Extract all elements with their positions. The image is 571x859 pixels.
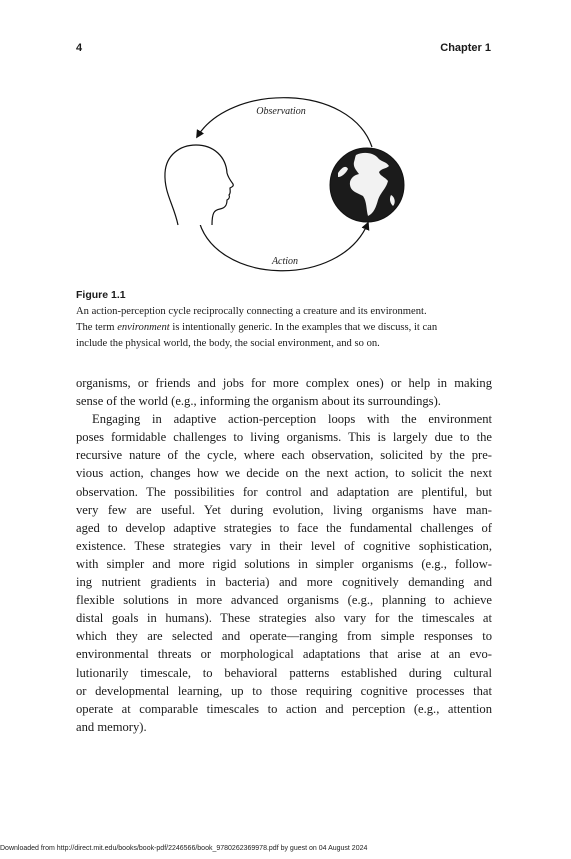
- human-head-silhouette-icon: [165, 145, 233, 225]
- earth-globe-icon: [330, 148, 404, 222]
- body-line: recursive nature of the cycle, where each observation, solicited by the pre-: [76, 448, 492, 463]
- body-line: lutionarily timescale, to behavioral patterns established during cultural: [76, 665, 492, 680]
- body-line: operate at comparable timescales to action and perception (e.g., attention: [76, 701, 492, 716]
- figure-svg: [150, 85, 420, 280]
- body-text: [76, 374, 492, 736]
- caption-line-rest: is intentionally generic. In the examples that we discuss, it can: [172, 322, 438, 333]
- body-line: or developmental learning, up to those requiring cognitive processes that: [76, 683, 492, 698]
- body-line: ing nutrient gradients in bacteria) and more cognitively demanding and: [76, 575, 492, 590]
- chapter-label: Chapter 1: [440, 42, 491, 54]
- body-line: organisms, or friends and jobs for more complex ones) or help in making: [76, 376, 492, 390]
- download-footer: Downloaded from http://direct.mit.edu/books/book-pdf/2246566/book_9780262369978.pdf by guest on 04 August 2024: [0, 845, 368, 852]
- body-line: Engaging in adaptive action-perception loops with the environment: [92, 412, 492, 427]
- caption-line: An action-perception cycle reciprocally connecting a creature and its environment.: [76, 306, 427, 317]
- caption-emphasis: environment: [117, 322, 170, 333]
- body-line: distal goals in humans). These strategies also vary for the timescales at: [76, 611, 492, 626]
- action-label: Action: [271, 256, 299, 267]
- body-line: sense of the world (e.g., informing the organism about its surroundings).: [76, 394, 441, 409]
- body-line: environmental threats or morphological adaptations that arise at an evo-: [76, 647, 492, 662]
- body-line: existence. These strategies vary in their level of cognitive sophistication,: [76, 538, 492, 553]
- body-line: and memory).: [76, 719, 147, 734]
- page-number: 4: [76, 42, 83, 54]
- body-line: which they are selected and operate—ranging from simple responses to: [76, 629, 492, 644]
- figure-caption-text: [76, 304, 494, 352]
- body-line: aged to develop adaptive strategies to face the fundamental challenges of: [76, 520, 492, 535]
- body-line: very few are useful. Yet during evolution, living organisms have man-: [76, 502, 492, 517]
- caption-line: include the physical world, the body, the social environment, and so on.: [76, 338, 380, 349]
- body-line: observation. The possibilities for control and adaptation are plentiful, but: [76, 484, 492, 499]
- observation-label: Observation: [256, 106, 306, 117]
- body-line: poses formidable challenges to living organisms. This is largely due to the: [76, 430, 492, 445]
- body-line: flexible solutions in more advanced organisms (e.g., planning to achieve: [76, 593, 492, 608]
- action-perception-figure: [150, 85, 420, 280]
- body-line: vious action, changes how we decide on the next action, to solicit the next: [76, 466, 492, 481]
- caption-line-prefix: The term: [76, 322, 118, 333]
- body-line: with simpler and more rigid solutions in simpler organisms (e.g., follow-: [76, 556, 492, 571]
- caption-line: [76, 320, 494, 336]
- figure-caption-title: Figure 1.1: [76, 289, 126, 301]
